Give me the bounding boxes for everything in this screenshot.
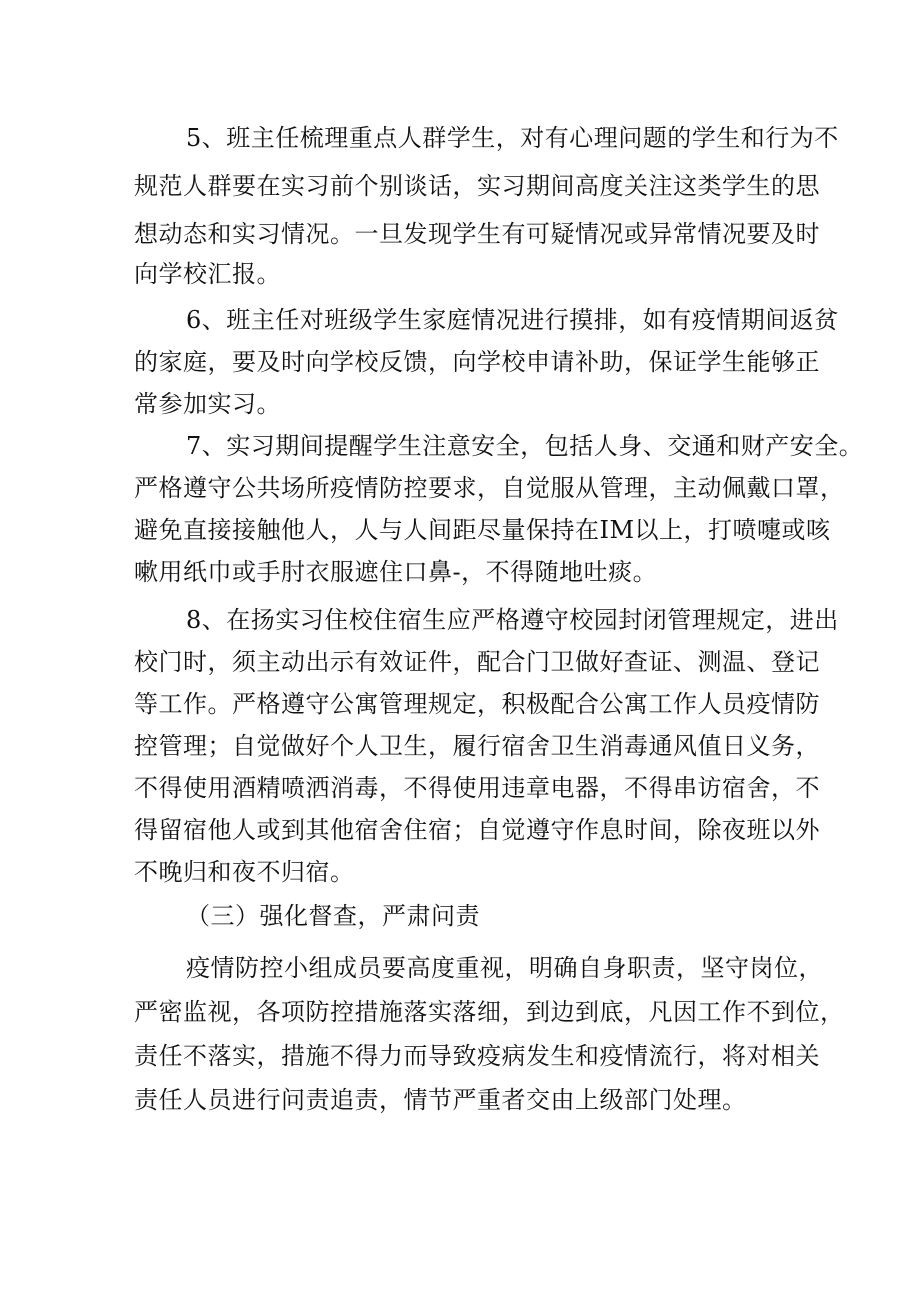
paragraph-5-line-1: 5、班主任梳理重点人群学生，对有心理问题的学生和行为不 [186,124,839,152]
paragraph-8-line-6: 得留宿他人或到其他宿舍住宿；自觉遵守作息时间，除夜班以外 [134,816,820,844]
paragraph-8-line-2: 校门时，须主动出示有效证件，配合门卫做好查证、测温、登记 [134,648,820,676]
paragraph-6-line-2: 的家庭，要及时向学校反馈，向学校申请补助，保证学生能够正 [134,348,820,376]
paragraph-7-line-4: 嗽用纸巾或手肘衣服遮住口鼻-，不得随地吐痰。 [134,558,658,586]
paragraph-8-line-1: 8、在扬实习住校住宿生应严格遵守校园封闭管理规定，进出 [186,606,839,634]
final-paragraph-line-4: 责任人员进行问责追责，情节严重者交由上级部门处理。 [134,1086,747,1114]
paragraph-5-line-4: 向学校汇报。 [134,260,281,288]
paragraph-7-line-2: 严格遵守公共场所疫情防控要求，自觉服从管理，主动佩戴口罩， [134,474,845,502]
section-heading-3: （三）强化督查，严肃问责 [186,902,480,930]
paragraph-7-line-3: 避免直接接触他人，人与人间距尽量保持在IM以上，打喷嚏或咳 [134,516,831,544]
paragraph-8-line-7: 不晚归和夜不归宿。 [134,858,355,886]
paragraph-6-line-1: 6、班主任对班级学生家庭情况进行摸排，如有疫情期间返贫 [186,306,839,334]
paragraph-8-line-3: 等工作。严格遵守公寓管理规定，积极配合公寓工作人员疫情防 [134,690,820,718]
paragraph-5-line-3: 想动态和实习情况。一旦发现学生有可疑情况或异常情况要及时 [134,220,820,248]
final-paragraph-line-3: 责任不落实，措施不得力而导致疫病发生和疫情流行，将对相关 [134,1042,820,1070]
paragraph-8-line-4: 控管理；自觉做好个人卫生，履行宿舍卫生消毒通风值日义务， [134,732,820,760]
final-paragraph-line-2: 严密监视，各项防控措施落实落细，到边到底，凡因工作不到位， [134,998,845,1026]
final-paragraph-line-1: 疫情防控小组成员要高度重视，明确自身职责，坚守岗位， [186,954,823,982]
paragraph-6-line-3: 常参加实习。 [134,390,281,418]
paragraph-8-line-5: 不得使用酒精喷洒消毒，不得使用违章电器，不得串访宿舍，不 [134,774,820,802]
paragraph-7-line-1: 7、实习期间提醒学生注意安全，包括人身、交通和财产安全。 [186,432,864,460]
paragraph-5-line-2: 规范人群要在实习前个别谈话，实习期间高度关注这类学生的思 [134,172,820,200]
